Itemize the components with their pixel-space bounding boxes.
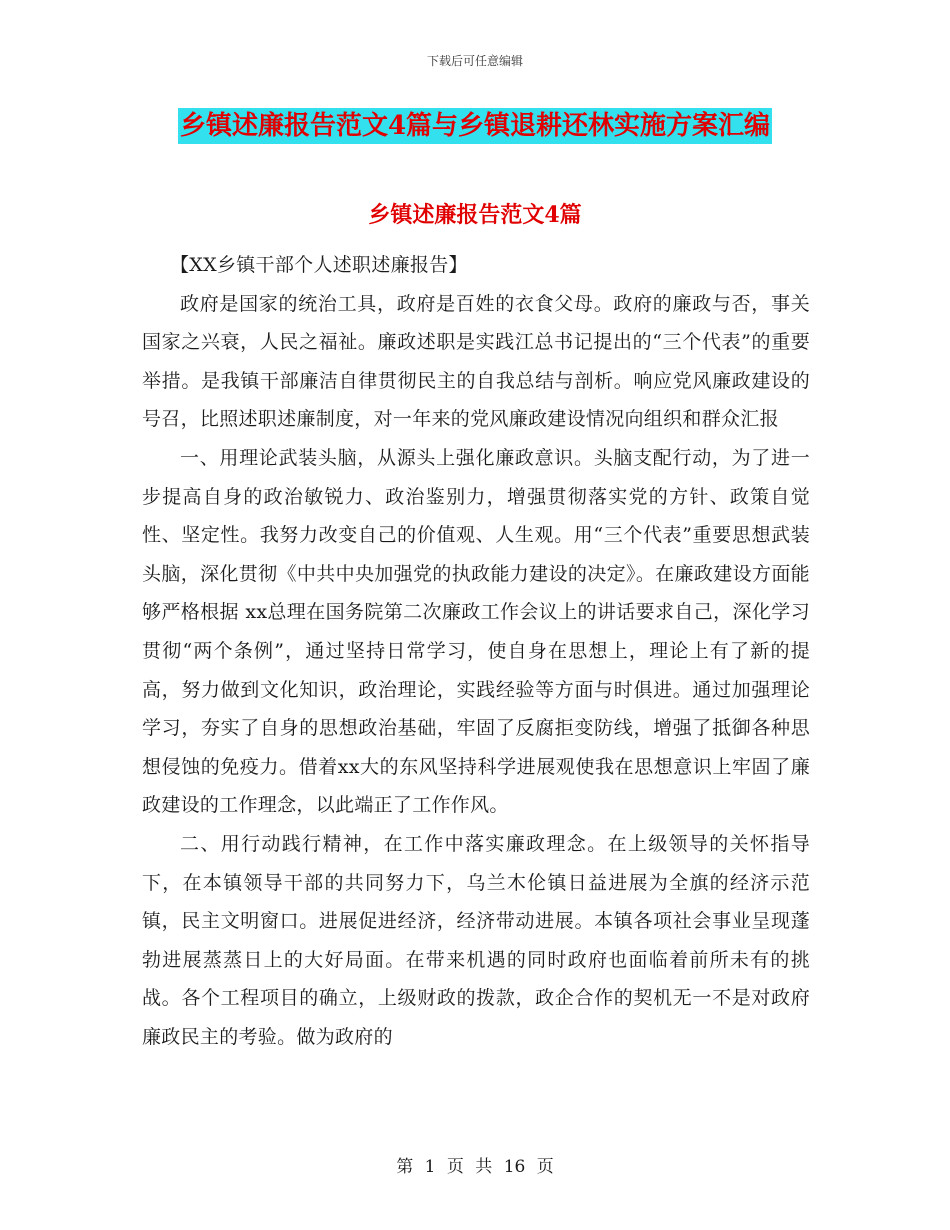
main-title-container (0, 108, 950, 144)
paragraph-section-one: 一、用理论武装头脑，从源头上强化廉政意识。头脑支配行动，为了进一步提高自身的政治敏锐力、政治鉴别力，增强贯彻落实党的方针、政策自觉性、坚定性。我努力改变自己的价值观、人生观。用“三个代表”重要思想武装头脑，深化贯彻《中共中央加强党的执政能力建设的决定》。在廉政建设方面能够严格根据 xx总理在国务院第二次廉政工作会议上的讲话要求自己，深化学习贯彻“两个条例”，通过坚持日常学习，使自身在思想上，理论上有了新的提高，努力做到文化知识，政治理论，实践经验等方面与时俱进。通过加强理论学习，夯实了自身的思想政治基础，牢固了反腐拒变防线，增强了抵御各种思想侵蚀的免疫力。借着xx大的东风坚持科学进展观使我在思想意识上牢固了廉政建设的工作理念，以此端正了工作作风。 (142, 446, 810, 817)
paragraph-section-two: 二、用行动践行精神，在工作中落实廉政理念。在上级领导的关怀指导下，在本镇领导干部的共同努力下，乌兰木伦镇日益进展为全旗的经济示范镇，民主文明窗口。进展促进经济，经济带动进展。本镇各项社会事业呈现蓬勃进展蒸蒸日上的大好局面。在带来机遇的同时政府也面临着前所未有的挑战。各个工程项目的确立，上级财政的拨款，政企合作的契机无一不是对政府廉政民主的考验。做为政府的 (142, 832, 810, 1048)
document-body (142, 246, 810, 1056)
page-header-note: 下载后可任意编辑 (426, 54, 523, 68)
report-heading: 【XX乡镇干部个人述职述廉报告】 (170, 254, 468, 276)
paragraph-intro: 政府是国家的统治工具，政府是百姓的衣食父母。政府的廉政与否，事关国家之兴衰，人民之福祉。廉政述职是实践江总书记提出的“三个代表”的重要举措。是我镇干部廉洁自律贯彻民主的自我总结与剖析。响应党风廉政建设的号召，比照述职述廉制度，对一年来的党风廉政建设情况向组织和群众汇报 (142, 292, 810, 431)
document-title: 乡镇述廉报告范文4篇与乡镇退耕还林实施方案汇编 (178, 108, 772, 144)
section-title: 乡镇述廉报告范文4篇 (368, 202, 582, 228)
page-number-footer: 第 1 页 共 16 页 (396, 1157, 554, 1177)
